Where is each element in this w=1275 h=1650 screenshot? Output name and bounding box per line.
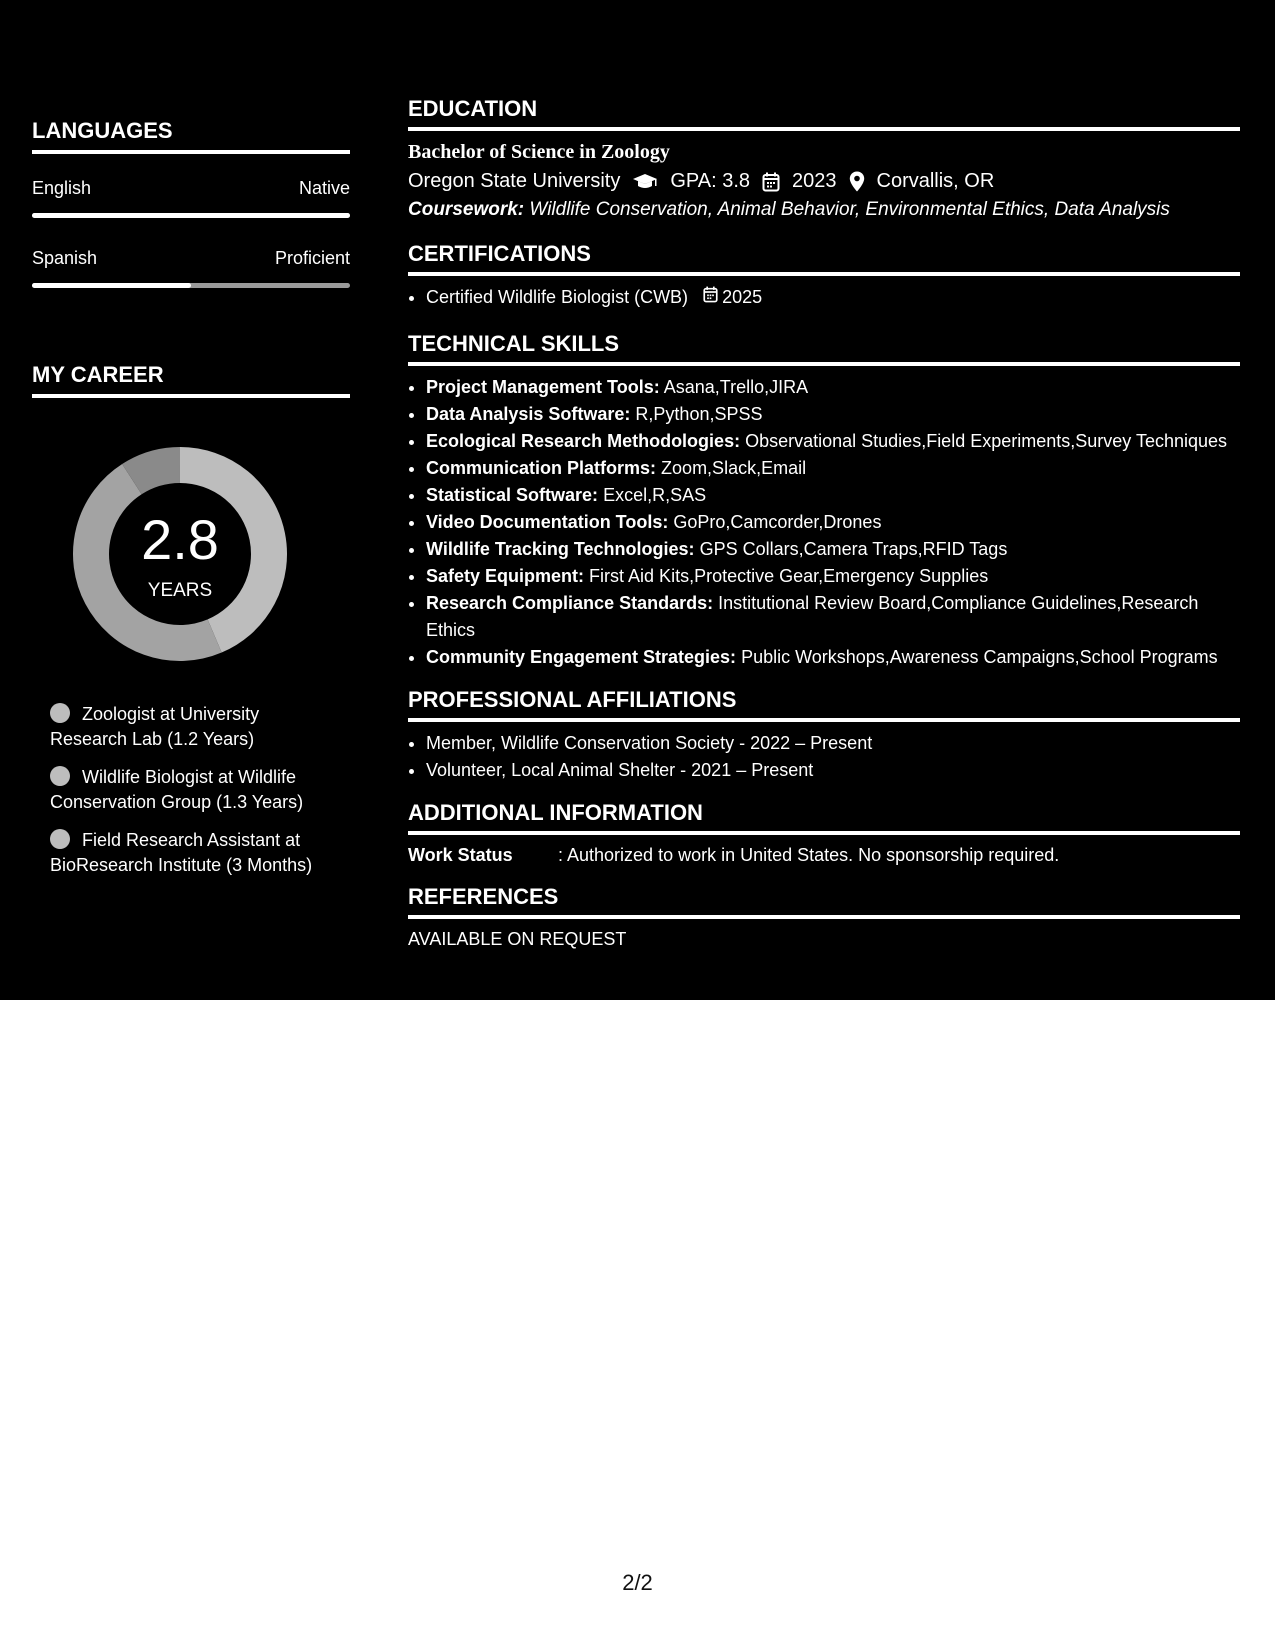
left-column [32, 118, 350, 891]
skill-label: Safety Equipment: [426, 566, 585, 586]
skill-item [426, 536, 1240, 563]
bullet-dot-icon [50, 766, 70, 786]
language-level: Proficient [274, 248, 350, 268]
career-title: MY CAREER [32, 362, 350, 398]
skill-item [426, 428, 1240, 455]
skill-value: First Aid Kits,Protective Gear,Emergency Supplies [589, 566, 989, 586]
career-list [50, 702, 350, 878]
education-school: Oregon State University [408, 170, 621, 192]
donut-segment [132, 465, 180, 479]
work-status-value: : Authorized to work in United States. No sponsorship required. [558, 845, 1060, 865]
skill-value: R,Python,SPSS [635, 404, 763, 424]
work-status-label: Work Status [408, 845, 513, 865]
career-item-text: Wildlife Biologist at Wildlife Conservation Group (1.3 Years) [50, 767, 304, 812]
affiliations-title: PROFESSIONAL AFFILIATIONS [408, 687, 1240, 722]
additional-info-title: ADDITIONAL INFORMATION [408, 800, 1240, 835]
location-pin-icon [837, 171, 877, 192]
skill-value: Observational Studies,Field Experiments,Survey Techniques [745, 431, 1228, 451]
graduation-cap-icon [620, 173, 670, 191]
career-donut-chart [66, 440, 294, 668]
skill-value: GPS Collars,Camera Traps,RFID Tags [699, 539, 1008, 559]
page-number: 2/2 [622, 1570, 653, 1595]
education-meta [408, 170, 1240, 193]
skill-label: Community Engagement Strategies: [426, 647, 737, 667]
language-level: Native [298, 178, 350, 198]
career-item [50, 702, 340, 752]
references-text: AVAILABLE ON REQUEST [408, 929, 627, 949]
language-name: Spanish [32, 248, 98, 268]
technical-skills-list [408, 374, 1240, 671]
education-title: EDUCATION [408, 96, 1240, 131]
skill-value: Zoom,Slack,Email [661, 458, 807, 478]
skill-value: Asana,Trello,JIRA [663, 377, 809, 397]
skill-item [426, 374, 1240, 401]
technical-skills-title: TECHNICAL SKILLS [408, 331, 1240, 366]
calendar-icon [750, 172, 792, 192]
skill-item [426, 644, 1240, 671]
references-title: REFERENCES [408, 884, 1240, 919]
calendar-icon [703, 284, 722, 311]
career-item-text: Field Research Assistant at BioResearch Institute (3 Months) [50, 830, 313, 875]
skill-item [426, 455, 1240, 482]
skill-item [426, 590, 1240, 644]
skill-label: Ecological Research Methodologies: [426, 431, 741, 451]
career-item [50, 765, 340, 815]
affiliations-list [408, 730, 1240, 784]
language-proficiency-fill [32, 213, 350, 218]
language-name: English [32, 178, 92, 198]
references-section [408, 884, 1240, 950]
certifications-section [408, 241, 1240, 311]
affiliations-section [408, 687, 1240, 784]
languages-title: LANGUAGES [32, 118, 350, 154]
skill-item [426, 563, 1240, 590]
skill-value: GoPro,Camcorder,Drones [673, 512, 882, 532]
language-spanish [32, 248, 350, 288]
skill-label: Project Management Tools: [426, 377, 660, 397]
skill-label: Data Analysis Software: [426, 404, 631, 424]
skill-item [426, 482, 1240, 509]
language-proficiency-bar [32, 213, 350, 218]
career-total-unit: YEARS [147, 580, 213, 601]
right-column [408, 96, 1240, 964]
education-degree: Bachelor of Science in Zoology [408, 141, 670, 163]
additional-info-section [408, 800, 1240, 866]
skill-item [426, 401, 1240, 428]
skill-label: Video Documentation Tools: [426, 512, 669, 532]
skill-label: Research Compliance Standards: [426, 593, 714, 613]
affiliation-item: • Member, Wildlife Conservation Society - 2022 – Present [426, 730, 1240, 757]
career-item-text: Zoologist at University Research Lab (1.2 Years) [50, 704, 260, 749]
work-status-row [408, 845, 1240, 866]
skill-label: Communication Platforms: [426, 458, 657, 478]
certification-date [703, 284, 762, 311]
education-coursework [408, 199, 1240, 221]
bullet-dot-icon [50, 829, 70, 849]
affiliation-item: • Volunteer, Local Animal Shelter - 2021 – Present [426, 757, 1240, 784]
skill-value: Public Workshops,Awareness Campaigns,School Programs [741, 647, 1218, 667]
coursework-label: Coursework: [408, 199, 525, 220]
skill-item [426, 509, 1240, 536]
skill-label: Wildlife Tracking Technologies: [426, 539, 695, 559]
bullet-dot-icon [50, 703, 70, 723]
certifications-title: CERTIFICATIONS [408, 241, 1240, 276]
career-total-years: 2.8 [141, 508, 219, 571]
certifications-list [408, 284, 1240, 311]
skill-value: Excel,R,SAS [603, 485, 707, 505]
coursework-text: Wildlife Conservation, Animal Behavior, Environmental Ethics, Data Analysis [529, 199, 1170, 220]
language-proficiency-fill [32, 283, 191, 288]
skill-label: Statistical Software: [426, 485, 599, 505]
career-item [50, 828, 340, 878]
certification-name: Certified Wildlife Biologist (CWB) [426, 287, 689, 307]
skill-value: Institutional Review Board,Compliance Guidelines,Research Ethics [426, 593, 1199, 640]
language-proficiency-bar [32, 283, 350, 288]
education-gpa: GPA: 3.8 [670, 170, 750, 192]
language-english [32, 178, 350, 218]
certification-item [426, 284, 1240, 311]
education-section [408, 96, 1240, 221]
education-location: Corvallis, OR [876, 170, 995, 192]
technical-skills-section [408, 331, 1240, 671]
certification-year: 2025 [722, 287, 763, 307]
education-year: 2023 [792, 170, 837, 192]
